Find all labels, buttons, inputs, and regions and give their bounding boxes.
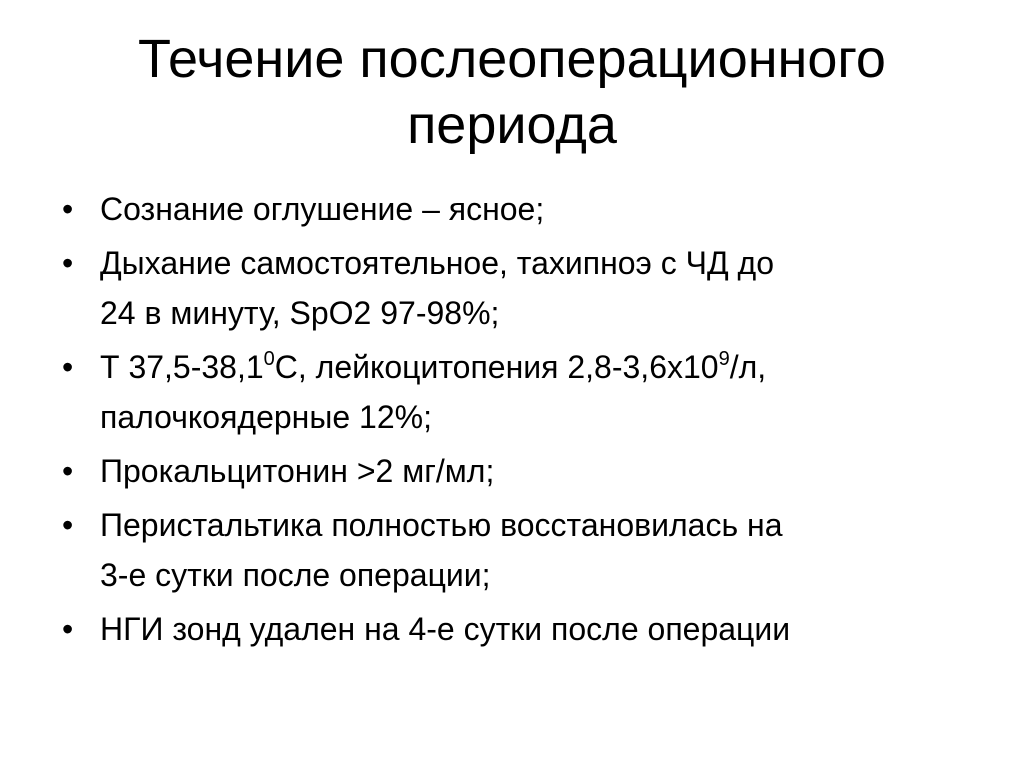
bullet-text-part-2: С, лейкоцитопения 2,8-3,6х10 [274,349,719,385]
bullet-text-line-1: Дыхание самостоятельное, тахипноэ с ЧД до [100,245,775,281]
bullet-marker: • [62,453,74,489]
bullet-text-line-2: 24 в минуту, SpO2 97-98%; [100,295,500,331]
bullet-marker: • [62,507,74,543]
bullet-marker: • [62,611,74,647]
bullet-text-line-2: палочкоядерные 12%; [100,399,432,435]
power-superscript: 9 [718,348,730,370]
bullet-text-part-3: /л, [729,349,767,385]
bullet-text-line-2: 3-е сутки после операции; [100,557,491,593]
bullet-item-peristalsis [62,500,992,600]
bullet-item-breathing [62,238,992,338]
bullet-text: Сознание оглушение – ясное; [100,191,545,227]
bullet-text-line-1: Перистальтика полностью восстановилась на [100,507,783,543]
slide-title-line-2: периода [407,95,617,155]
bullet-marker: • [62,349,74,385]
slide-title [40,26,984,158]
bullet-item-procalcitonin [62,446,992,496]
bullet-list [62,184,992,658]
bullet-item-consciousness [62,184,992,234]
bullet-item-temperature [62,342,992,442]
greater-than-sign: > [356,453,376,489]
bullet-text-part-1: Т 37,5-38,1 [100,349,264,385]
bullet-text-part-2: 2 мг/мл; [375,453,495,489]
bullet-text-part-1: Прокальцитонин [100,453,357,489]
bullet-marker: • [62,245,74,281]
bullet-marker: • [62,191,74,227]
degree-superscript: 0 [263,348,275,370]
slide-title-line-1: Течение послеоперационного [138,29,886,89]
bullet-text: НГИ зонд удален на 4-е сутки после операции [100,611,791,647]
bullet-item-ngt-removed [62,604,992,654]
